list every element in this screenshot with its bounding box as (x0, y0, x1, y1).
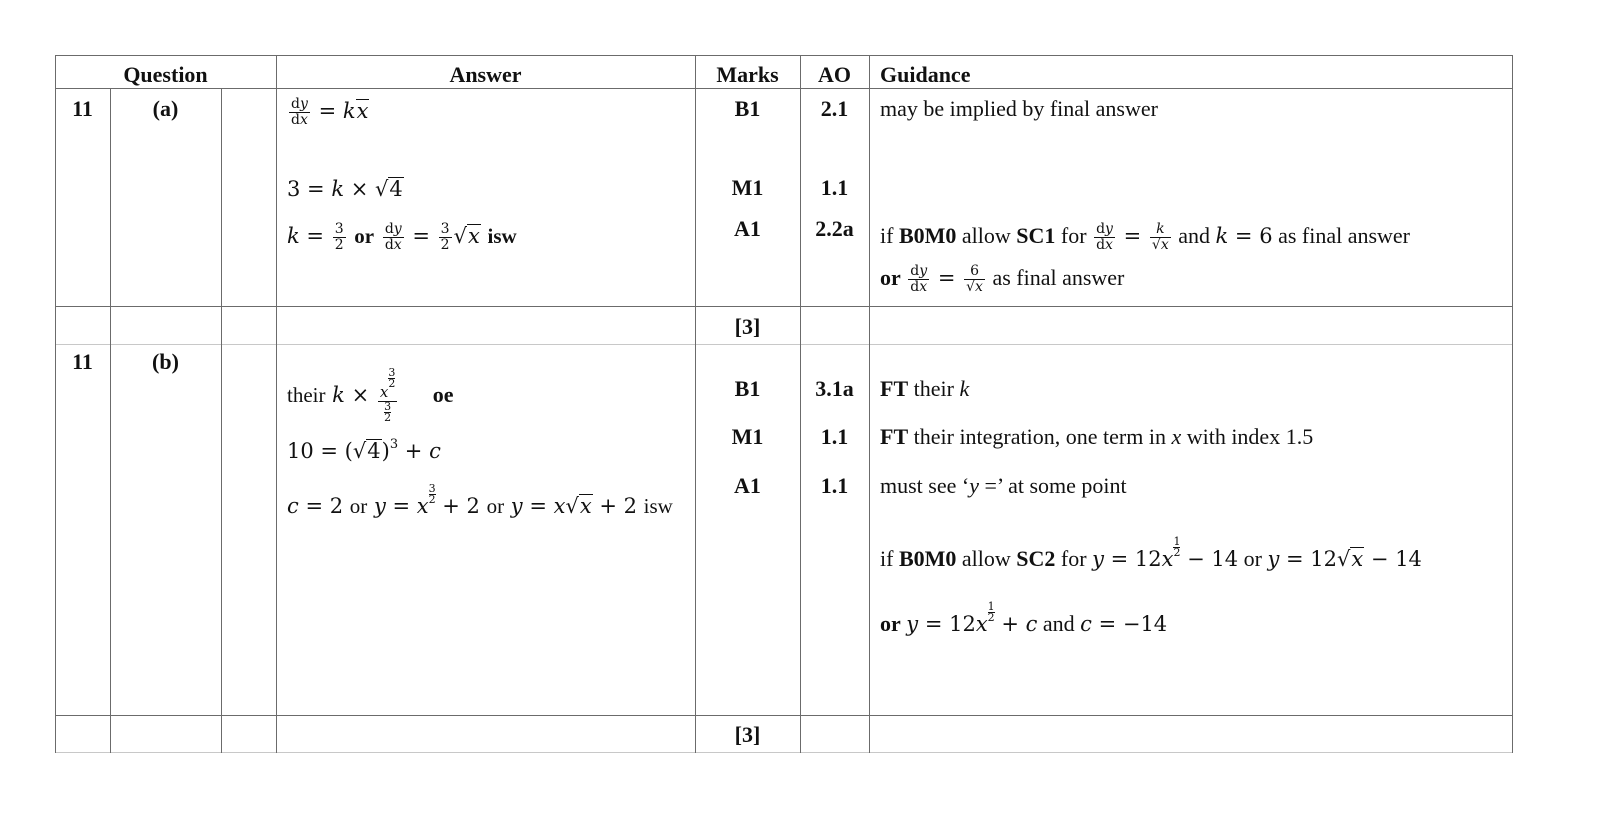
guidance-a-line1: may be implied by final answer (880, 96, 1158, 121)
part-total: [3] (734, 314, 761, 339)
answer-b-line3: c = 2 or y = x $\frac{3}{2}$ + 2 or y = x√x + 2 isw (287, 482, 673, 518)
ao-code: 3.1a (815, 376, 854, 401)
mark-code: M1 (731, 424, 764, 449)
row-divider (55, 344, 1513, 345)
table-border-bottom (55, 752, 1513, 753)
ao-code: 1.1 (820, 424, 849, 449)
mark-code: M1 (731, 175, 764, 200)
guidance-a-line2: if B0M0 allow SC1 for $\frac{dy}{dx}$ = $\frac{k}{√x}$ and k = 6 as final answer (880, 221, 1411, 253)
mark-code: B1 (734, 96, 761, 121)
header-marks: Marks (716, 62, 779, 87)
question-number: 11 (72, 349, 93, 374)
answer-a-line1: $\frac{dy}{dx}$ = kx (291, 96, 369, 128)
answer-a-line3: k = $\frac{3}{2}$ or $\frac{dy}{dx}$ = $\frac{3}{2}$ √x isw (287, 221, 517, 253)
table-border-right (1512, 55, 1513, 753)
answer-b-line2: $10 = (√4)^3 + c$ (287, 437, 441, 463)
question-part: (b) (152, 349, 179, 374)
column-divider (276, 55, 277, 753)
table-border-top (55, 55, 1513, 56)
column-divider (869, 55, 870, 753)
table-border-left (55, 55, 56, 753)
ao-code: 2.1 (820, 96, 849, 121)
mark-code: B1 (734, 376, 761, 401)
column-divider (800, 55, 801, 753)
answer-b-line1: their k × x $\frac{3}{2}$ $\frac{3}{2}$ oe (287, 366, 454, 424)
part-total: [3] (734, 722, 761, 747)
mark-code: A1 (734, 216, 761, 241)
ao-code: 1.1 (820, 473, 849, 498)
answer-or: or (354, 224, 375, 248)
ao-code: 2.2a (815, 216, 854, 241)
header-divider (55, 88, 1513, 89)
header-ao: AO (818, 62, 851, 87)
answer-a-line2: 3 = k × √4 (287, 177, 403, 201)
question-part: (a) (152, 96, 179, 121)
mark-code: A1 (734, 473, 761, 498)
guidance-b-line3: must see ‘y =’ at some point (880, 473, 1127, 498)
header-guidance: Guidance (880, 62, 971, 87)
guidance-a-line3: or $\frac{dy}{dx}$ = $\frac{6}{√x}$ as final answer (880, 263, 1125, 295)
guidance-b-line5: or y = 12x $\frac{1}{2}$ + c and c = −14 (880, 600, 1168, 636)
ao-code: 1.1 (820, 175, 849, 200)
row-divider (55, 306, 1513, 307)
header-answer: Answer (449, 62, 522, 87)
column-divider (110, 88, 111, 753)
header-question: Question (123, 62, 208, 87)
question-number: 11 (72, 96, 93, 121)
guidance-b-line1: FT their k (880, 376, 970, 401)
guidance-b-line4: if B0M0 allow SC2 for y = 12x $\frac{1}{2}$ − 14 or y = 12√x − 14 (880, 535, 1422, 571)
answer-isw: isw (487, 224, 517, 248)
column-divider (695, 55, 696, 753)
guidance-b-line2: FT their integration, one term in x with index 1.5 (880, 424, 1314, 449)
row-divider (55, 715, 1513, 716)
column-divider (221, 88, 222, 753)
